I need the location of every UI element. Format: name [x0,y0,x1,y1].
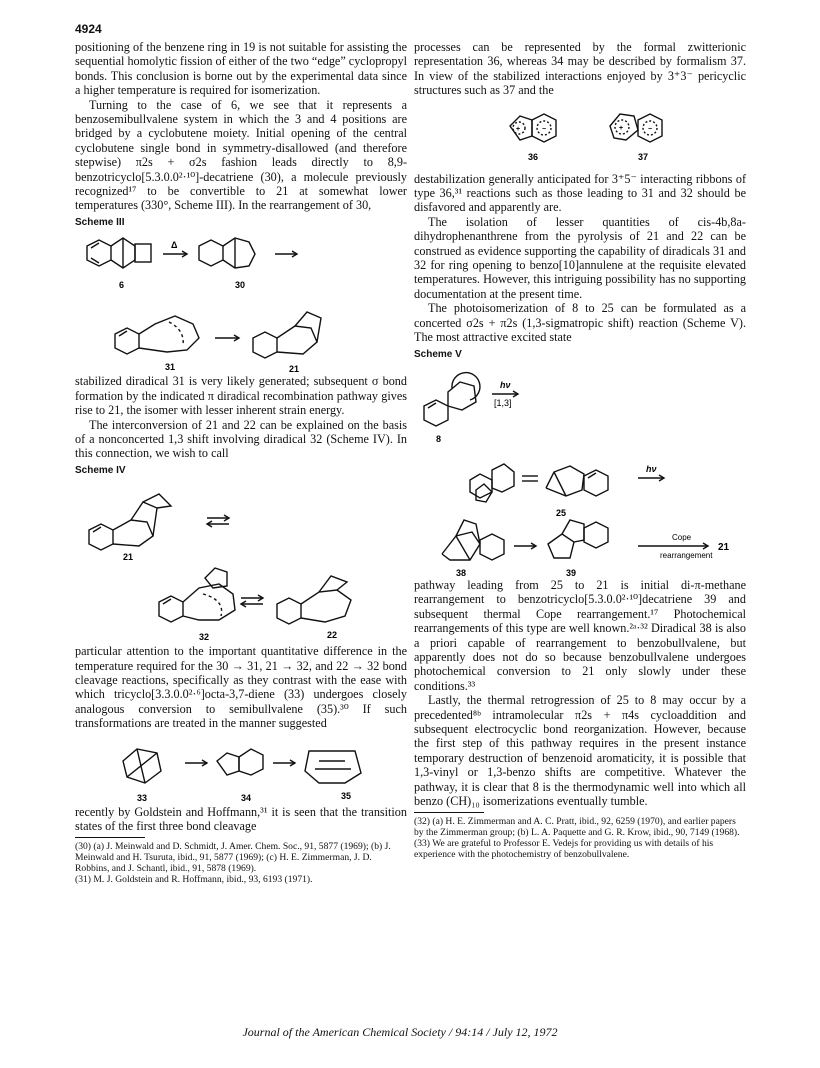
compound-label-39: 39 [566,567,577,578]
compound-label-37: 37 [638,151,649,162]
scheme-v-label: Scheme V [414,348,462,360]
right-paragraph-1: processes can be represented by the formal zwitterionic representation 36, whereas 34 may be described by formalism 37. In view of the stabilized interactions enjoyed by 3⁺3⁻ pericyclic structures such as 37 and the [414,40,746,98]
left-paragraph-2: Turning to the case of 6, we see that it represents a benzosemibullvalene system in which the 3 and 4 positions are bridged by a cyclobutene moiety. Initial opening of the central cyclobutene single bond in symmetry-disallowed (and therefore stepwise) π2s + σ2s fashion leads directly to 8,9-benzotricyclo[5.3.0.0²·¹⁰]-decatriene (30), a molecule previously recognized¹⁷ to be convertible to 21 at somewhat lower temperatures (330°, Scheme III). In the rearrangement of 30, [75,97,407,213]
hv-label-1: hν [500,379,511,390]
footnote-33: (33) We are grateful to Professor E. Vedejs for providing us with details of his experience with the photochemistry of benzobullvalene. [414,838,714,861]
scheme-iv-label: Scheme IV [75,464,126,476]
rearrangement-label: rearrangement [660,550,713,560]
right-paragraph-4: The photoisomerization of 8 to 25 can be formulated as a concerted σ2s + π2s (1,3-sigmatropic shift) reaction (Scheme V). The most attractive excited state [414,301,746,345]
compound-label-33: 33 [137,792,148,803]
hv-label-2: hν [646,463,657,474]
shift-label: [1,3] [494,397,512,408]
left-paragraph-6: recently by Goldstein and Hoffmann,³¹ it is seen that the transition states of the first three bond cleavage [75,804,407,833]
svg-text:−: − [648,125,653,133]
scheme-33-34-35-figure [75,731,407,805]
scheme-iii-top-figure [75,232,407,294]
compound-label-36: 36 [528,151,539,162]
compound-label-8: 8 [436,433,442,444]
compound-label-22: 22 [327,630,338,641]
compound-label-34: 34 [241,792,252,803]
footnote-rule-right [414,812,484,813]
compound-label-25: 25 [556,507,567,518]
compound-label-30: 30 [235,280,246,291]
right-column [414,40,746,860]
footnote-31: (31) M. J. Goldstein and R. Hoffmann, ibid., 93, 6193 (1971). [75,874,313,886]
right-paragraph-3: The isolation of lesser quantities of cis-4b,8a-dihydrophenanthrene from the pyrolysis of 21 and 22 can be construed as evidence supporting the capability of diradicals 31 and 32 for ring opening to benzo[10]annulene at the requisite elevated temperatures. However, this intriguing possibility has no supporting documentation at the present time. [414,214,746,301]
left-paragraph-5: particular attention to the important quantitative difference in the temperature required for the 30 → 31, 21 → 32, and 22 → 32 bond cleavage reactions, specifically as they contrast with the ease with which tricyclo[3.3.0.0²·⁶]octa-3,7-diene (33) undergoes closely analogous conversion to semibullvalene (35).³⁰ If such transformations are treated in the manner suggested [75,644,407,731]
compound-label-38: 38 [456,567,467,578]
right-paragraph-6: Lastly, the thermal retrogression of 25 to 8 may occur by a precedented⁸ᵇ intramolecular π2s + π4s cycloaddition and subsequent electrocyclic bond reorganization. However, because the first step of this pathway requires in the present instance temporary destruction of benzenoid aromaticity, it is possible that 1,3-vinyl or 1,3-benzo shifts are competitive. Whatever the pathway, it is clear that 8 is the thermodynamic well into which all benzo (CH)₁₀ isomerizations eventually tumble. [414,693,746,808]
compound-label-21-v: 21 [718,541,730,553]
scheme-v-figure [414,364,746,578]
journal-footer: Journal of the American Chemical Society / 94:14 / July 12, 1972 [242,1025,558,1039]
compound-label-31: 31 [165,362,176,373]
page-number: 4924 [75,22,102,36]
svg-text:+: + [619,124,624,132]
right-paragraph-5: pathway leading from 25 to 21 is initial di-π-methane rearrangement to benzotricyclo[5.3.0.0²·¹⁰]decatriene 39 and subsequent thermal Cope rearrangement.¹⁷ Photochemical rearrangements of this type are well known.²ᵃ·³² Diradical 38 is also a priori capable of rearrangement to benzobullvalene, but apparently does not do so because benzobullvalene undergoes photochemical conversion to 21 only slowly under these conditions.³³ [414,577,746,693]
scheme-iii-bottom-figure [75,294,407,374]
cope-label: Cope [672,532,692,542]
heat-symbol: Δ [171,240,178,251]
footnote-rule-left [75,837,145,838]
left-paragraph-1: positioning of the benzene ring in 19 is not suitable for assisting the sequential homolytic fission of either of the two “edge” cyclopropyl bonds. This conclusion is borne out by the experimental data since a higher temperature is required for isomerization. [75,40,408,98]
left-paragraph-3: stabilized diradical 31 is very likely generated; subsequent σ bond formation by the indicated π diradical recombination pathway gives rise to 21, the isomer with lesser inherent strain energy. [75,374,407,418]
scheme-iii-label: Scheme III [75,216,125,228]
compound-label-35: 35 [341,790,352,801]
structures-36-37-figure [414,98,746,172]
scheme-iv-bottom-figure [75,562,407,644]
left-column [75,40,407,885]
footnote-32: (32) (a) H. E. Zimmerman and A. C. Pratt, ibid., 92, 6259 (1970), and earlier papers by the Zimmerman group; (b) L. A. Paquette and G. R. Krow, ibid., 90, 7149 (1968). [414,816,740,839]
compound-label-21-iv: 21 [123,552,134,563]
svg-text:−: − [542,125,547,133]
compound-label-6: 6 [119,280,125,291]
scheme-iv-top-figure [75,480,407,562]
svg-text:+: + [516,125,521,133]
compound-label-32: 32 [199,632,210,643]
right-paragraph-2: destabilization generally anticipated for 3⁺5⁻ interacting ribbons of type 36,³¹ reactions such as those leading to 31 and 32 should be disfavored and apparently are. [414,171,746,215]
footnote-30: (30) (a) J. Meinwald and D. Schmidt, J. Amer. Chem. Soc., 91, 5877 (1969); (b) J. Meinwald and H. Tsuruta, ibid., 91, 5877 (1969); (c) H. E. Zimmerman, J. D. Robbins, and J. Schantl, ibid., 91, 5878 (1969). [75,841,391,875]
left-paragraph-4: The interconversion of 21 and 22 can be explained on the basis of a nonconcerted 1,3 shift involving diradical 32 (Scheme IV). In this connection, we wish to call [75,417,407,461]
compound-label-21: 21 [289,364,300,375]
benzene-ring [87,240,111,266]
